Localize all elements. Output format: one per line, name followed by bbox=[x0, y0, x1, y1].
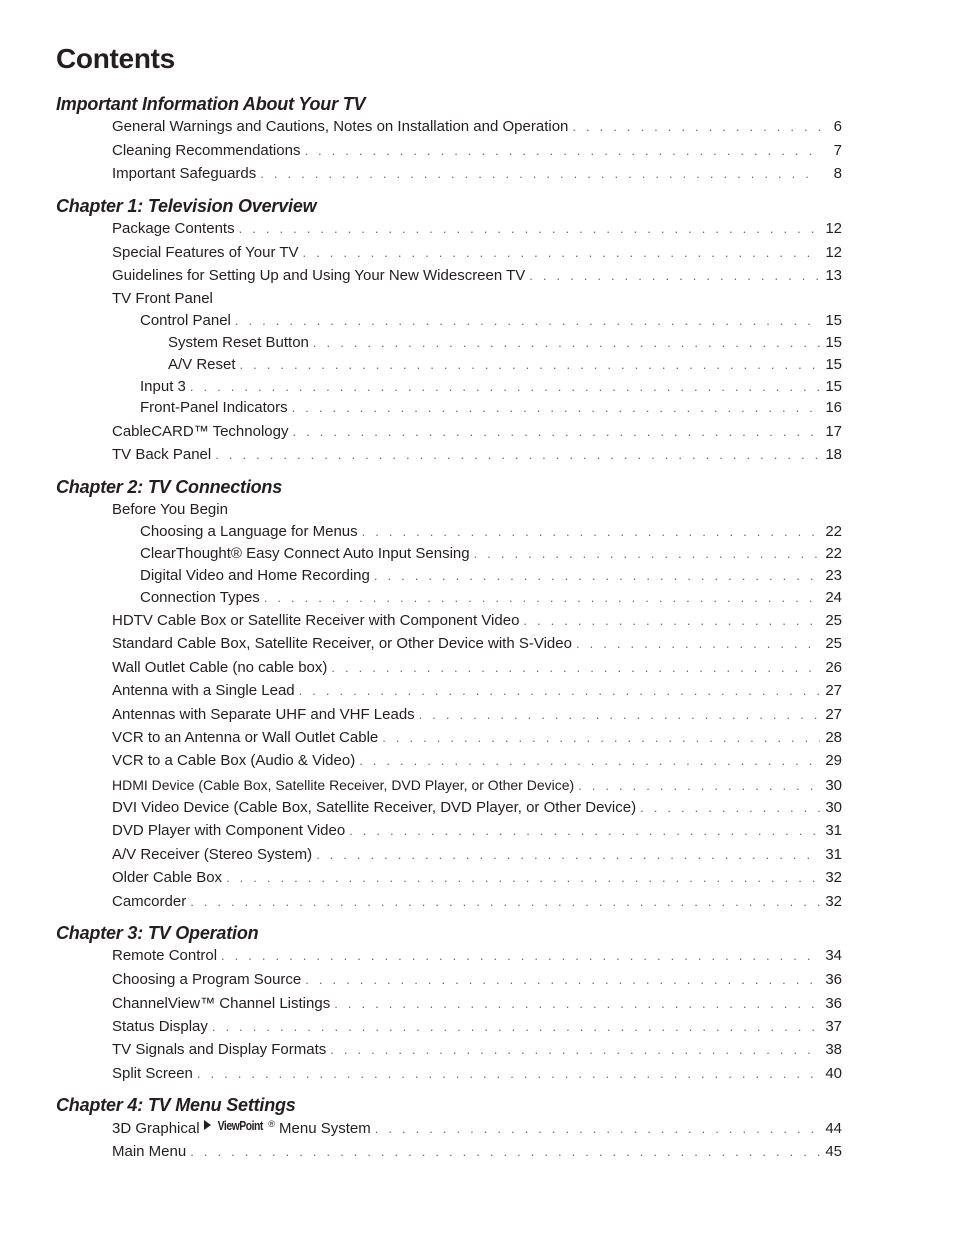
entry-page-number: 26 bbox=[825, 659, 842, 676]
section-heading-important-info: Important Information About Your TV bbox=[56, 94, 366, 114]
entry-label: Choosing a Language for Menus bbox=[140, 523, 358, 540]
toc-entry[interactable] bbox=[112, 751, 842, 771]
entry-label: DVI Video Device (Cable Box, Satellite Receiver, DVD Player, or Other Device) bbox=[112, 799, 637, 816]
entry-page-number: 32 bbox=[825, 893, 842, 910]
toc-entry[interactable] bbox=[112, 821, 842, 841]
toc-entry[interactable] bbox=[140, 311, 842, 331]
entry-page-number: 32 bbox=[825, 869, 842, 886]
entry-label: TV Signals and Display Formats bbox=[112, 1041, 327, 1058]
dot-leader bbox=[474, 544, 820, 564]
section-heading-chapter-3: Chapter 3: TV Operation bbox=[56, 923, 259, 943]
entry-page-number: 12 bbox=[825, 220, 842, 237]
toc-entry[interactable] bbox=[140, 522, 842, 542]
entry-page-number: 29 bbox=[825, 752, 842, 769]
dot-leader bbox=[221, 946, 820, 966]
toc-entry[interactable] bbox=[168, 333, 842, 353]
dot-leader bbox=[260, 164, 820, 184]
entry-page-number: 36 bbox=[825, 971, 842, 988]
toc-entry[interactable] bbox=[112, 658, 842, 678]
toc-entry[interactable] bbox=[112, 266, 842, 286]
dot-leader bbox=[529, 266, 820, 286]
toc-entry[interactable] bbox=[112, 728, 842, 748]
dot-leader bbox=[239, 219, 820, 239]
dot-leader bbox=[359, 751, 820, 771]
toc-entry[interactable] bbox=[112, 164, 842, 184]
toc-entry[interactable] bbox=[112, 1119, 842, 1140]
entry-label: Split Screen bbox=[112, 1065, 193, 1082]
toc-subheading[interactable]: TV Front Panel bbox=[112, 290, 213, 307]
dot-leader bbox=[299, 681, 820, 701]
entry-label: ChannelView™ Channel Listings bbox=[112, 995, 331, 1012]
entry-label: General Warnings and Cautions, Notes on Installation and Operation bbox=[112, 118, 569, 135]
dot-leader bbox=[362, 522, 820, 542]
dot-leader bbox=[374, 566, 820, 586]
entry-label: Older Cable Box bbox=[112, 869, 223, 886]
toc-entry[interactable] bbox=[112, 1040, 842, 1060]
entry-label: HDMI Device (Cable Box, Satellite Receiver, DVD Player, or Other Device) bbox=[112, 777, 575, 793]
dot-leader bbox=[264, 588, 820, 608]
toc-entry[interactable] bbox=[112, 705, 842, 725]
entry-label: Guidelines for Setting Up and Using Your New Widescreen TV bbox=[112, 267, 526, 284]
entry-label: System Reset Button bbox=[168, 334, 309, 351]
dot-leader bbox=[330, 1040, 820, 1060]
entry-page-number: 12 bbox=[825, 244, 842, 261]
entry-label: Front-Panel Indicators bbox=[140, 399, 288, 416]
toc-entry[interactable] bbox=[112, 243, 842, 263]
toc-entry[interactable] bbox=[112, 422, 842, 442]
toc-entry[interactable] bbox=[112, 775, 842, 796]
toc-entry[interactable] bbox=[112, 845, 842, 865]
entry-page-number: 25 bbox=[825, 612, 842, 629]
toc-entry[interactable] bbox=[112, 970, 842, 990]
toc-entry[interactable] bbox=[140, 544, 842, 564]
dot-leader bbox=[240, 355, 820, 375]
toc-entry[interactable] bbox=[140, 588, 842, 608]
entry-page-number: 22 bbox=[825, 545, 842, 562]
dot-leader bbox=[226, 868, 820, 888]
toc-entry[interactable] bbox=[112, 946, 842, 966]
entry-label: Package Contents bbox=[112, 220, 235, 237]
toc-entry[interactable] bbox=[168, 355, 842, 375]
dot-leader bbox=[334, 994, 820, 1014]
toc-entry[interactable] bbox=[112, 1017, 842, 1037]
dot-leader bbox=[305, 970, 820, 990]
entry-label bbox=[112, 1119, 371, 1140]
entry-label: HDTV Cable Box or Satellite Receiver with Component Video bbox=[112, 612, 520, 629]
dot-leader bbox=[304, 141, 820, 161]
toc-entry[interactable] bbox=[112, 892, 842, 912]
entry-page-number: 31 bbox=[825, 846, 842, 863]
entry-label: Main Menu bbox=[112, 1143, 187, 1160]
entry-label: VCR to a Cable Box (Audio & Video) bbox=[112, 752, 356, 769]
entry-page-number: 23 bbox=[825, 567, 842, 584]
viewpoint-logo: ViewPoint bbox=[217, 1118, 263, 1133]
toc-entry[interactable] bbox=[140, 566, 842, 586]
entry-page-number: 45 bbox=[825, 1143, 842, 1160]
dot-leader bbox=[313, 333, 820, 353]
entry-page-number: 30 bbox=[825, 777, 842, 794]
entry-page-number: 30 bbox=[825, 799, 842, 816]
entry-label: Antenna with a Single Lead bbox=[112, 682, 295, 699]
toc-entry[interactable] bbox=[112, 141, 842, 161]
entry-label: Important Safeguards bbox=[112, 165, 257, 182]
dot-leader bbox=[572, 117, 820, 137]
entry-page-number: 31 bbox=[825, 822, 842, 839]
toc-entry[interactable] bbox=[112, 611, 842, 631]
entry-page-number: 6 bbox=[833, 118, 842, 135]
entry-page-number: 15 bbox=[825, 312, 842, 329]
entry-label-prefix: 3D Graphical bbox=[112, 1120, 200, 1137]
toc-entry[interactable] bbox=[112, 798, 842, 818]
entry-label: Camcorder bbox=[112, 893, 187, 910]
entry-page-number: 40 bbox=[825, 1065, 842, 1082]
toc-subheading[interactable]: Before You Begin bbox=[112, 501, 228, 518]
dot-leader bbox=[419, 705, 820, 725]
toc-entry[interactable] bbox=[112, 1142, 842, 1162]
dot-leader bbox=[212, 1017, 820, 1037]
dot-leader bbox=[190, 892, 820, 912]
entry-page-number: 15 bbox=[825, 334, 842, 351]
entry-page-number: 15 bbox=[825, 378, 842, 395]
entry-page-number: 37 bbox=[825, 1018, 842, 1035]
dot-leader bbox=[640, 798, 820, 818]
entry-label: A/V Receiver (Stereo System) bbox=[112, 846, 313, 863]
dot-leader bbox=[303, 243, 820, 263]
entry-label: Status Display bbox=[112, 1018, 208, 1035]
dot-leader bbox=[576, 634, 820, 654]
dot-leader bbox=[578, 776, 820, 796]
entry-page-number: 27 bbox=[825, 682, 842, 699]
entry-page-number: 34 bbox=[825, 947, 842, 964]
dot-leader bbox=[349, 821, 820, 841]
toc-entry[interactable] bbox=[140, 377, 842, 397]
dot-leader bbox=[316, 845, 820, 865]
dot-leader bbox=[215, 445, 820, 465]
dot-leader bbox=[375, 1119, 820, 1139]
dot-leader bbox=[197, 1064, 820, 1084]
dot-leader bbox=[382, 728, 820, 748]
toc-entry[interactable] bbox=[112, 634, 842, 654]
toc-entry[interactable] bbox=[112, 994, 842, 1014]
entry-label: Connection Types bbox=[140, 589, 260, 606]
dot-leader bbox=[292, 398, 820, 418]
entry-page-number: 16 bbox=[825, 399, 842, 416]
entry-page-number: 7 bbox=[833, 142, 842, 159]
entry-page-number: 8 bbox=[833, 165, 842, 182]
entry-page-number: 13 bbox=[825, 267, 842, 284]
entry-label: Special Features of Your TV bbox=[112, 244, 299, 261]
section-heading-chapter-1: Chapter 1: Television Overview bbox=[56, 196, 317, 216]
entry-page-number: 36 bbox=[825, 995, 842, 1012]
section-heading-chapter-2: Chapter 2: TV Connections bbox=[56, 477, 283, 497]
entry-page-number: 28 bbox=[825, 729, 842, 746]
dot-leader bbox=[190, 1142, 820, 1162]
toc-entry[interactable] bbox=[112, 445, 842, 465]
entry-page-number: 15 bbox=[825, 356, 842, 373]
entry-page-number: 22 bbox=[825, 523, 842, 540]
entry-label: Input 3 bbox=[140, 378, 186, 395]
entry-label: TV Back Panel bbox=[112, 446, 212, 463]
entry-label: Cleaning Recommendations bbox=[112, 142, 301, 159]
entry-page-number: 44 bbox=[825, 1120, 842, 1137]
entry-label: A/V Reset bbox=[168, 356, 236, 373]
toc-entry[interactable] bbox=[112, 1064, 842, 1084]
registered-mark: ® bbox=[268, 1119, 275, 1129]
dot-leader bbox=[190, 377, 820, 397]
entry-label: Remote Control bbox=[112, 947, 218, 964]
entry-label: VCR to an Antenna or Wall Outlet Cable bbox=[112, 729, 379, 746]
entry-page-number: 25 bbox=[825, 635, 842, 652]
entry-label: Control Panel bbox=[140, 312, 231, 329]
dot-leader bbox=[235, 311, 820, 331]
toc-entry[interactable] bbox=[112, 117, 842, 137]
dot-leader bbox=[292, 422, 820, 442]
entry-label: CableCARD™ Technology bbox=[112, 423, 289, 440]
section-heading-chapter-4: Chapter 4: TV Menu Settings bbox=[56, 1095, 296, 1115]
page-title: Contents bbox=[56, 43, 175, 74]
toc-entry[interactable] bbox=[112, 681, 842, 701]
dot-leader bbox=[331, 658, 820, 678]
entry-label: ClearThought® Easy Connect Auto Input Sensing bbox=[140, 545, 470, 562]
entry-label: Digital Video and Home Recording bbox=[140, 567, 370, 584]
entry-page-number: 18 bbox=[825, 446, 842, 463]
dot-leader bbox=[523, 611, 820, 631]
entry-label: DVD Player with Component Video bbox=[112, 822, 346, 839]
entry-page-number: 17 bbox=[825, 423, 842, 440]
viewpoint-play-icon bbox=[204, 1120, 211, 1130]
entry-page-number: 38 bbox=[825, 1041, 842, 1058]
toc-entry[interactable] bbox=[112, 219, 842, 239]
entry-label-suffix: Menu System bbox=[279, 1120, 371, 1137]
entry-page-number: 24 bbox=[825, 589, 842, 606]
toc-entry[interactable] bbox=[140, 398, 842, 418]
toc-entry[interactable] bbox=[112, 868, 842, 888]
entry-label: Antennas with Separate UHF and VHF Leads bbox=[112, 706, 415, 723]
entry-label: Standard Cable Box, Satellite Receiver, or Other Device with S-Video bbox=[112, 635, 572, 652]
entry-label: Choosing a Program Source bbox=[112, 971, 302, 988]
entry-page-number: 27 bbox=[825, 706, 842, 723]
entry-label: Wall Outlet Cable (no cable box) bbox=[112, 659, 328, 676]
